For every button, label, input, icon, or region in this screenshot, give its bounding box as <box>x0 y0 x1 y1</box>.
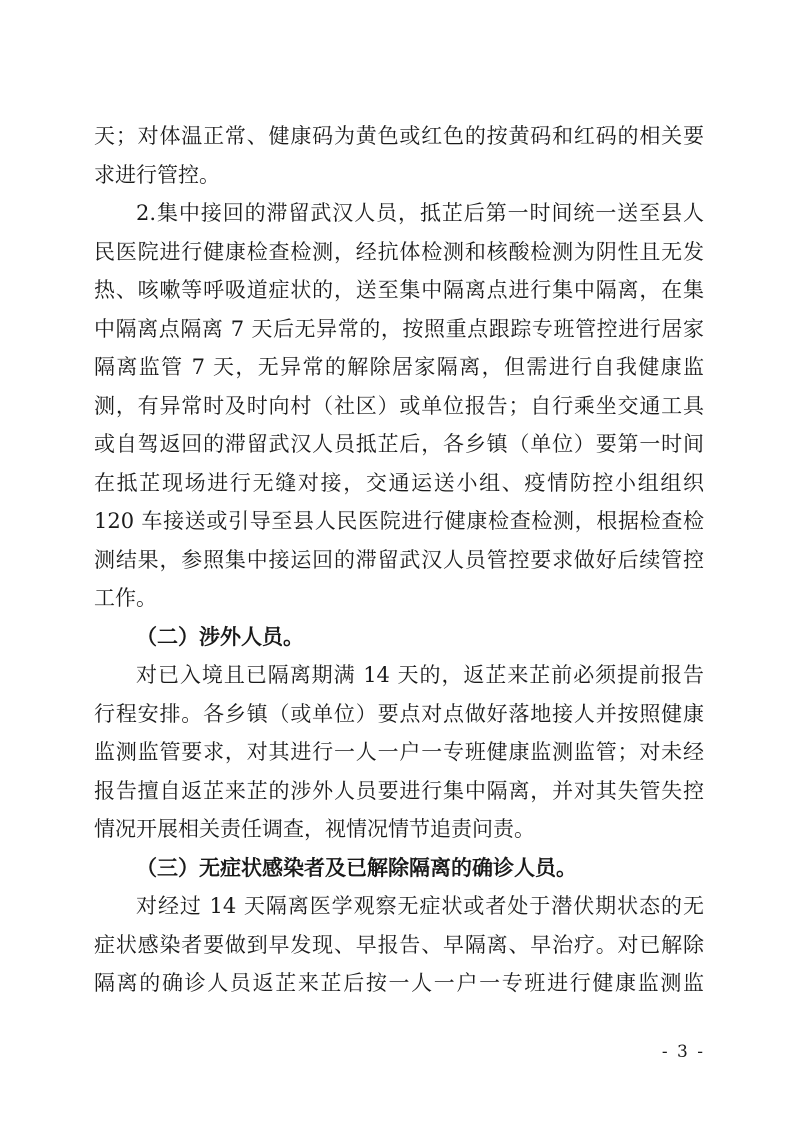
body-line: 求进行管控。 <box>94 163 220 187</box>
body-line: 2.集中接回的滞留武汉人员，抵芷后第一时间统一送至县人 <box>136 201 704 225</box>
section-heading: （二）涉外人员。 <box>136 624 304 649</box>
page-number: - 3 - <box>661 1042 705 1062</box>
body-line: 120 车接送或引导至县人民医院进行健康检查检测，根据检查检 <box>94 509 704 533</box>
body-line: 行程安排。各乡镇（或单位）要点对点做好落地接人并按照健康 <box>94 702 704 726</box>
section-heading: （三）无症状感染者及已解除隔离的确诊人员。 <box>136 855 577 880</box>
body-line: 天；对体温正常、健康码为黄色或红色的按黄码和红码的相关要 <box>94 124 704 148</box>
body-line: 监测监管要求，对其进行一人一户一专班健康监测监管；对未经 <box>94 740 704 764</box>
body-line: 民医院进行健康检查检测，经抗体检测和核酸检测为阴性且无发 <box>94 240 704 264</box>
body-line: 对已入境且已隔离期满 14 天的，返芷来芷前必须提前报告 <box>136 663 704 687</box>
body-line: 隔离的确诊人员返芷来芷后按一人一户一专班进行健康监测监 <box>94 971 704 995</box>
body-line: 对经过 14 天隔离医学观察无症状或者处于潜伏期状态的无 <box>136 894 704 918</box>
body-line: 热、咳嗽等呼吸道症状的，送至集中隔离点进行集中隔离，在集 <box>94 278 704 302</box>
body-line: 隔离监管 7 天，无异常的解除居家隔离，但需进行自我健康监 <box>94 355 704 379</box>
body-line: 症状感染者要做到早发现、早报告、早隔离、早治疗。对已解除 <box>94 933 704 957</box>
body-line: 报告擅自返芷来芷的涉外人员要进行集中隔离，并对其失管失控 <box>94 779 704 803</box>
body-line: 测结果，参照集中接运回的滞留武汉人员管控要求做好后续管控 <box>94 548 704 572</box>
body-line: 或自驾返回的滞留武汉人员抵芷后，各乡镇（单位）要第一时间 <box>94 432 704 456</box>
body-line: 测，有异常时及时向村（社区）或单位报告；自行乘坐交通工具 <box>94 394 704 418</box>
body-line: 工作。 <box>94 586 157 610</box>
body-line: 在抵芷现场进行无缝对接，交通运送小组、疫情防控小组组织 <box>94 471 704 495</box>
body-line: 情况开展相关责任调查，视情况情节追责问责。 <box>94 817 535 841</box>
body-line: 中隔离点隔离 7 天后无异常的，按照重点跟踪专班管控进行居家 <box>94 317 704 341</box>
